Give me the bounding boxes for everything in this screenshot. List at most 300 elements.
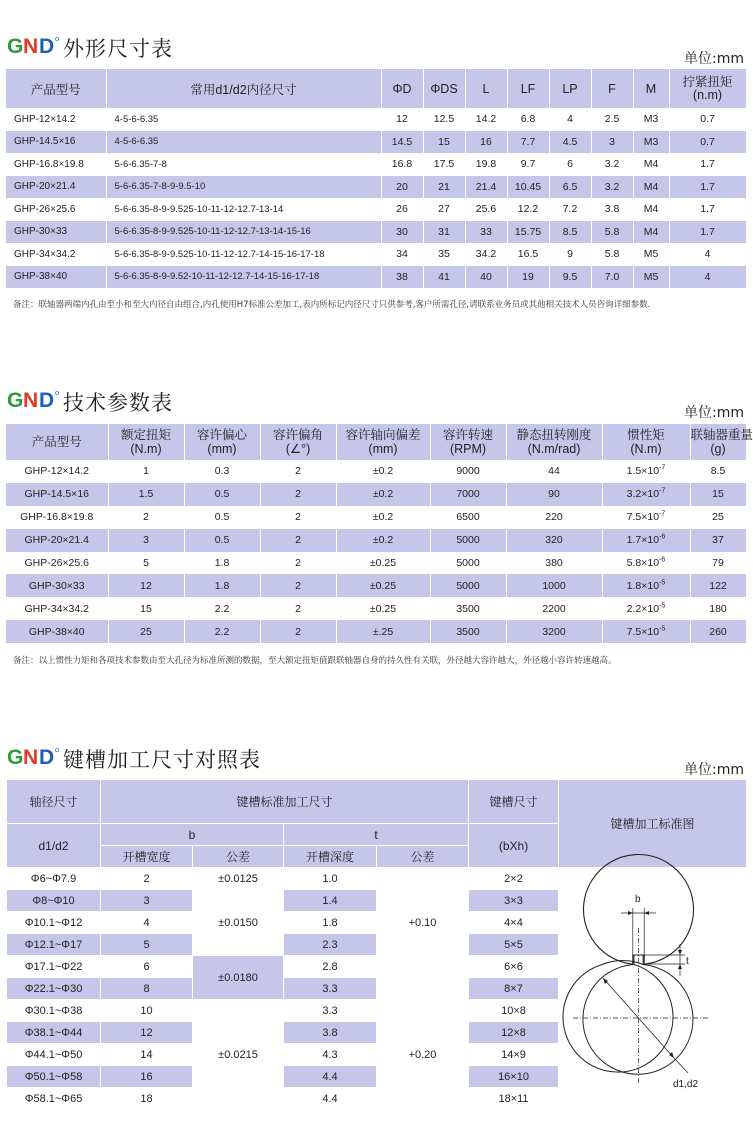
- cell-lp: 8.5: [549, 221, 591, 244]
- cell-l: 19.8: [465, 153, 507, 176]
- cell-angle: 2: [260, 529, 336, 552]
- cell-lp: 4: [549, 108, 591, 131]
- col-label: 产品型号: [31, 435, 82, 449]
- col-1: [108, 424, 184, 460]
- cell-od: 34: [381, 243, 423, 266]
- cell-stiff: 2200: [506, 597, 602, 620]
- inertia-base: 3.2×10: [626, 488, 660, 501]
- col-unit: (RPM): [449, 442, 487, 456]
- inertia-base: 5.8×10: [626, 557, 660, 569]
- table-row: [6, 198, 746, 221]
- diagram-cell: [559, 868, 747, 1110]
- label-d: d1,d2: [673, 1079, 699, 1090]
- cell-b: 8: [101, 978, 193, 1000]
- cell-tol-b: ±0.0125: [193, 868, 284, 890]
- col-3: [260, 424, 336, 460]
- cell-f: 7.0: [591, 266, 633, 289]
- cell-model: GHP-26×25.6: [6, 198, 106, 221]
- inertia-exponent: -7: [659, 510, 666, 518]
- table-row: [6, 574, 746, 597]
- cell-model: GHP-34×34.2: [6, 597, 108, 620]
- table-header-row: [6, 424, 746, 460]
- svg-text:D: D: [39, 746, 55, 769]
- table-row: [6, 460, 746, 483]
- section-header: [0, 31, 750, 67]
- inertia-base: 7.5×10: [626, 511, 660, 524]
- dimensions-table: [6, 69, 747, 288]
- svg-text:D: D: [39, 35, 55, 58]
- cell-rpm: 5000: [430, 552, 506, 575]
- cell-lp: 4.5: [549, 131, 591, 154]
- section-title: 外形尺寸表: [63, 37, 173, 61]
- cell-stiff: 3200: [506, 620, 602, 643]
- header-b: b: [101, 824, 284, 846]
- label-b: b: [635, 894, 641, 905]
- cell-ods: 21: [423, 176, 465, 199]
- inertia-exponent: -7: [659, 464, 666, 472]
- cell-ods: 31: [423, 221, 465, 244]
- cell-ods: 15: [423, 131, 465, 154]
- cell-inertia: [602, 552, 690, 575]
- cell-axial: ±0.25: [336, 552, 430, 575]
- cell-inertia: [602, 460, 690, 483]
- cell-t: 1.0: [284, 868, 377, 890]
- unit-label: 单位:mm: [684, 762, 744, 778]
- cell-d: Φ8~Φ10: [7, 890, 101, 912]
- cell-m: M4: [633, 153, 669, 176]
- cell-b: 5: [101, 934, 193, 956]
- cell-lf: 19: [507, 266, 549, 289]
- cell-stiff: 320: [506, 529, 602, 552]
- cell-model: GHP-38×40: [6, 620, 108, 643]
- col-f: F: [591, 69, 633, 108]
- col-label: 容许偏角: [272, 428, 323, 442]
- col-7: [602, 424, 690, 460]
- cell-ods: 41: [423, 266, 465, 289]
- cell-weight: 25: [690, 506, 746, 529]
- gnd-logo: [7, 746, 59, 768]
- col-6: [506, 424, 602, 460]
- cell-t: 2.8: [284, 956, 377, 978]
- inertia-base: 2.2×10: [626, 602, 660, 615]
- cell-bore: 4-5-6-6.35: [106, 108, 381, 131]
- cell-lf: 7.7: [507, 131, 549, 154]
- cell-model: GHP-14.5×16: [6, 483, 108, 506]
- cell-model: GHP-26×25.6: [6, 552, 108, 575]
- gnd-logo: [7, 389, 59, 411]
- cell-rpm: 5000: [430, 574, 506, 597]
- cell-tol-t: +0.10: [377, 868, 469, 978]
- cell-m: M3: [633, 131, 669, 154]
- col-unit: (N.m): [630, 442, 662, 456]
- cell-od: 20: [381, 176, 423, 199]
- col-4: [336, 424, 430, 460]
- cell-bore: 5-6-6.35-7-8: [106, 153, 381, 176]
- cell-inertia: [602, 529, 690, 552]
- cell-bh: 10×8: [469, 1000, 559, 1022]
- cell-ecc: 0.5: [184, 529, 260, 552]
- cell-torque: 12: [108, 574, 184, 597]
- cell-t: 2.3: [284, 934, 377, 956]
- cell-axial: ±.25: [336, 620, 430, 643]
- cell-axial: ±0.2: [336, 460, 430, 483]
- cell-axial: ±0.25: [336, 597, 430, 620]
- cell-lp: 7.2: [549, 198, 591, 221]
- cell-ecc: 2.2: [184, 620, 260, 643]
- cell-torque: 3: [108, 529, 184, 552]
- header-tol-b: 公差: [193, 846, 284, 868]
- cell-bore: 5-6-6.35-8-9-9.525-10-11-12-12.7-14-15-16-17-18: [106, 243, 381, 266]
- cell-axial: ±0.2: [336, 529, 430, 552]
- table-row: [6, 552, 746, 575]
- cell-b: 6: [101, 956, 193, 978]
- cell-m: M4: [633, 198, 669, 221]
- cell-torque: 4: [669, 243, 746, 266]
- cell-bh: 16×10: [469, 1066, 559, 1088]
- cell-l: 34.2: [465, 243, 507, 266]
- table-row: [7, 868, 747, 890]
- col-ods: ΦDS: [423, 69, 465, 108]
- header-t: t: [284, 824, 469, 846]
- header-tol-t: 公差: [377, 846, 469, 868]
- cell-angle: 2: [260, 597, 336, 620]
- cell-ecc: 2.2: [184, 597, 260, 620]
- cell-bh: 8×7: [469, 978, 559, 1000]
- col-label: 联轴器重量: [690, 428, 753, 442]
- cell-t: 1.8: [284, 912, 377, 934]
- cell-torque: 5: [108, 552, 184, 575]
- cell-weight: 37: [690, 529, 746, 552]
- col-label: 静态扭转刚度: [516, 428, 592, 442]
- cell-b: 14: [101, 1044, 193, 1066]
- table-row: [6, 108, 746, 131]
- header-shaft: 轴径尺寸: [7, 780, 101, 824]
- svg-text:G: G: [7, 746, 24, 769]
- cell-b: 18: [101, 1088, 193, 1110]
- note-dimensions: 备注：联轴器两端内孔由至小和至大内径自由组合,内孔使用H7标准公差加工,表内所标记内径尺寸只供参考,客户所需孔径,请联系业务员或其他相关技术人员咨询详细参数.: [13, 300, 651, 310]
- table-row: [6, 529, 746, 552]
- table-row: [6, 131, 746, 154]
- inertia-base: 1.5×10: [626, 465, 660, 478]
- table-row: [6, 153, 746, 176]
- cell-bore: 5-6-6.35-8-9-9.52-10-11-12-12.7-14-15-16-17-18: [106, 266, 381, 289]
- cell-l: 33: [465, 221, 507, 244]
- cell-t: 4.4: [284, 1066, 377, 1088]
- cell-lp: 6.5: [549, 176, 591, 199]
- gnd-logo: [7, 35, 59, 57]
- cell-torque: 0.7: [669, 131, 746, 154]
- cell-torque: 15: [108, 597, 184, 620]
- col-5: [430, 424, 506, 460]
- header-bxh: (bXh): [469, 824, 559, 868]
- cell-ods: 17.5: [423, 153, 465, 176]
- cell-angle: 2: [260, 574, 336, 597]
- cell-f: 5.8: [591, 221, 633, 244]
- cell-b: 12: [101, 1022, 193, 1044]
- cell-model: GHP-30×33: [6, 221, 106, 244]
- specs-table: [6, 424, 753, 643]
- cell-d: Φ10.1~Φ12: [7, 912, 101, 934]
- table-row: [6, 221, 746, 244]
- col-od: ΦD: [381, 69, 423, 108]
- cell-ecc: 0.3: [184, 460, 260, 483]
- cell-inertia: [602, 483, 690, 506]
- cell-model: GHP-34×34.2: [6, 243, 106, 266]
- cell-ods: 27: [423, 198, 465, 221]
- cell-torque: 4: [669, 266, 746, 289]
- cell-torque: 25: [108, 620, 184, 643]
- col-lf: LF: [507, 69, 549, 108]
- header-d: d1/d2: [7, 824, 101, 868]
- unit-label: 单位:mm: [684, 51, 744, 67]
- cell-rpm: 6500: [430, 506, 506, 529]
- cell-torque: 1.7: [669, 221, 746, 244]
- cell-model: GHP-38×40: [6, 266, 106, 289]
- cell-bh: 12×8: [469, 1022, 559, 1044]
- cell-model: GHP-30×33: [6, 574, 108, 597]
- cell-stiff: 44: [506, 460, 602, 483]
- cell-stiff: 220: [506, 506, 602, 529]
- cell-bore: 5-6-6.35-7-8-9-9.5-10: [106, 176, 381, 199]
- section-header: [0, 742, 750, 778]
- cell-bh: 14×9: [469, 1044, 559, 1066]
- cell-ods: 35: [423, 243, 465, 266]
- cell-t: 3.8: [284, 1022, 377, 1044]
- cell-f: 2.5: [591, 108, 633, 131]
- cell-rpm: 9000: [430, 460, 506, 483]
- cell-d: Φ38.1~Φ44: [7, 1022, 101, 1044]
- col-label: 惯性矩: [627, 428, 665, 442]
- cell-axial: ±0.25: [336, 574, 430, 597]
- cell-ods: 12.5: [423, 108, 465, 131]
- cell-m: M4: [633, 221, 669, 244]
- cell-ecc: 0.5: [184, 483, 260, 506]
- cell-inertia: [602, 574, 690, 597]
- cell-t: 4.3: [284, 1044, 377, 1066]
- section-title: 技术参数表: [63, 391, 173, 415]
- cell-axial: ±0.2: [336, 506, 430, 529]
- cell-od: 26: [381, 198, 423, 221]
- unit-label: 单位:mm: [684, 405, 744, 421]
- cell-weight: 180: [690, 597, 746, 620]
- cell-tol-t-blank: [377, 978, 469, 1000]
- col-label: 额定扭矩: [120, 428, 171, 442]
- cell-f: 3: [591, 131, 633, 154]
- cell-t: 1.4: [284, 890, 377, 912]
- cell-angle: 2: [260, 483, 336, 506]
- table-row: [6, 597, 746, 620]
- cell-model: GHP-12×14.2: [6, 108, 106, 131]
- col-unit: (∠°): [285, 442, 311, 456]
- cell-model: GHP-20×21.4: [6, 529, 108, 552]
- cell-bore: 5-6-6.35-8-9-9.525-10-11-12-12.7-13-14-15-16: [106, 221, 381, 244]
- cell-l: 16: [465, 131, 507, 154]
- cell-f: 3.2: [591, 153, 633, 176]
- cell-lf: 10.45: [507, 176, 549, 199]
- cell-weight: 8.5: [690, 460, 746, 483]
- cell-rpm: 3500: [430, 620, 506, 643]
- table-header-row: [7, 780, 747, 824]
- cell-tol-b: ±0.0150: [193, 890, 284, 956]
- cell-od: 38: [381, 266, 423, 289]
- cell-d: Φ17.1~Φ22: [7, 956, 101, 978]
- svg-text:N: N: [23, 389, 39, 412]
- cell-f: 3.2: [591, 176, 633, 199]
- cell-angle: 2: [260, 620, 336, 643]
- header-diagram: 键槽加工标准图: [559, 780, 747, 868]
- cell-b: 10: [101, 1000, 193, 1022]
- col-torque: [669, 69, 746, 108]
- cell-torque: 1.5: [108, 483, 184, 506]
- cell-d: Φ30.1~Φ38: [7, 1000, 101, 1022]
- inertia-exponent: -5: [659, 602, 666, 610]
- label-t: t: [686, 956, 689, 967]
- table-row: [6, 483, 746, 506]
- inertia-base: 7.5×10: [626, 625, 660, 638]
- cell-torque: 0.7: [669, 108, 746, 131]
- col-label: 容许转速: [442, 428, 493, 442]
- cell-model: GHP-14.5×16: [6, 131, 106, 154]
- svg-text:G: G: [7, 389, 24, 412]
- cell-lp: 9: [549, 243, 591, 266]
- cell-f: 3.8: [591, 198, 633, 221]
- cell-model: GHP-16.8×19.8: [6, 153, 106, 176]
- svg-text:N: N: [23, 35, 39, 58]
- cell-d: Φ50.1~Φ58: [7, 1066, 101, 1088]
- cell-lf: 6.8: [507, 108, 549, 131]
- table-row: [6, 176, 746, 199]
- section-dimensions: [0, 31, 750, 67]
- inertia-base: 1.8×10: [626, 579, 660, 592]
- cell-angle: 2: [260, 460, 336, 483]
- specs-table-body: [6, 460, 746, 643]
- cell-f: 5.8: [591, 243, 633, 266]
- table-row: [6, 266, 746, 289]
- cell-lf: 15.75: [507, 221, 549, 244]
- table-header-row: [6, 69, 746, 108]
- cell-stiff: 380: [506, 552, 602, 575]
- col-label: 容许轴向偏差: [345, 428, 421, 442]
- cell-t: 4.4: [284, 1088, 377, 1110]
- cell-ecc: 1.8: [184, 552, 260, 575]
- header-keysize: 键槽尺寸: [469, 780, 559, 824]
- cell-rpm: 5000: [430, 529, 506, 552]
- cell-lp: 6: [549, 153, 591, 176]
- header-width: 开槽宽度: [101, 846, 193, 868]
- header-depth: 开槽深度: [284, 846, 377, 868]
- cell-weight: 15: [690, 483, 746, 506]
- cell-rpm: 7000: [430, 483, 506, 506]
- cell-lf: 16.5: [507, 243, 549, 266]
- cell-lp: 9.5: [549, 266, 591, 289]
- col-unit: (N.m): [130, 442, 162, 456]
- cell-l: 25.6: [465, 198, 507, 221]
- cell-m: M3: [633, 108, 669, 131]
- cell-l: 21.4: [465, 176, 507, 199]
- cell-rpm: 3500: [430, 597, 506, 620]
- cell-ecc: 1.8: [184, 574, 260, 597]
- cell-od: 30: [381, 221, 423, 244]
- svg-text:D: D: [39, 389, 55, 412]
- cell-inertia: [602, 597, 690, 620]
- svg-text:N: N: [23, 746, 39, 769]
- cell-tol-b: ±0.0180: [193, 956, 284, 1000]
- cell-od: 16.8: [381, 153, 423, 176]
- cell-l: 40: [465, 266, 507, 289]
- cell-angle: 2: [260, 506, 336, 529]
- cell-inertia: [602, 506, 690, 529]
- cell-model: GHP-20×21.4: [6, 176, 106, 199]
- cell-d: Φ22.1~Φ30: [7, 978, 101, 1000]
- col-bore: 常用d1/d2内径尺寸: [106, 69, 381, 108]
- cell-weight: 79: [690, 552, 746, 575]
- inertia-exponent: -5: [659, 625, 666, 633]
- cell-ecc: 0.5: [184, 506, 260, 529]
- col-2: [184, 424, 260, 460]
- cell-torque: 1.7: [669, 198, 746, 221]
- inertia-exponent: -6: [659, 533, 666, 541]
- section-specs: [0, 385, 750, 421]
- col-0: [6, 424, 108, 460]
- cell-m: M5: [633, 243, 669, 266]
- cell-torque: 1: [108, 460, 184, 483]
- cell-tol-b: ±0.0215: [193, 1000, 284, 1110]
- inertia-exponent: -5: [659, 579, 666, 587]
- cell-b: 2: [101, 868, 193, 890]
- cell-m: M5: [633, 266, 669, 289]
- col-unit: (g): [710, 442, 726, 456]
- cell-axial: ±0.2: [336, 483, 430, 506]
- cell-bore: 4-5-6-6.35: [106, 131, 381, 154]
- cell-bh: 6×6: [469, 956, 559, 978]
- cell-model: GHP-16.8×19.8: [6, 506, 108, 529]
- cell-b: 16: [101, 1066, 193, 1088]
- keyway-diagram: [573, 878, 733, 1098]
- note-specs: 备注：以上惯性力矩和各项技术参数由至大孔径为标准所测的数据，至大额定扭矩值跟联轴器自身的持久性有关联，外径越大容许越大，外径越小容许转速越高。: [13, 656, 617, 666]
- col-model: 产品型号: [6, 69, 106, 108]
- cell-m: M4: [633, 176, 669, 199]
- inertia-exponent: -6: [659, 556, 666, 564]
- cell-l: 14.2: [465, 108, 507, 131]
- cell-angle: 2: [260, 552, 336, 575]
- col-unit: (mm): [368, 442, 398, 456]
- keyway-table: [6, 779, 747, 1110]
- cell-t: 3.3: [284, 1000, 377, 1022]
- cell-bh: 18×11: [469, 1088, 559, 1110]
- col-unit: (N.m/rad): [527, 442, 581, 456]
- table-row: [6, 506, 746, 529]
- cell-lf: 12.2: [507, 198, 549, 221]
- cell-bore: 5-6-6.35-8-9-9.525-10-11-12-12.7-13-14: [106, 198, 381, 221]
- header-standard: 键槽标准加工尺寸: [101, 780, 469, 824]
- cell-od: 14.5: [381, 131, 423, 154]
- cell-od: 12: [381, 108, 423, 131]
- section-title: 键槽加工尺寸对照表: [63, 748, 261, 772]
- section-keyway: [0, 742, 750, 778]
- inertia-base: 1.7×10: [626, 534, 660, 547]
- cell-weight: 122: [690, 574, 746, 597]
- cell-b: 4: [101, 912, 193, 934]
- col-torque-l2: (n.m): [692, 87, 723, 102]
- cell-d: Φ6~Φ7.9: [7, 868, 101, 890]
- cell-tol-t: +0.20: [377, 1000, 469, 1110]
- cell-torque: 1.7: [669, 153, 746, 176]
- col-label: 容许偏心: [196, 428, 247, 442]
- cell-torque: 1.7: [669, 176, 746, 199]
- col-l: L: [465, 69, 507, 108]
- cell-weight: 260: [690, 620, 746, 643]
- section-header: [0, 385, 750, 421]
